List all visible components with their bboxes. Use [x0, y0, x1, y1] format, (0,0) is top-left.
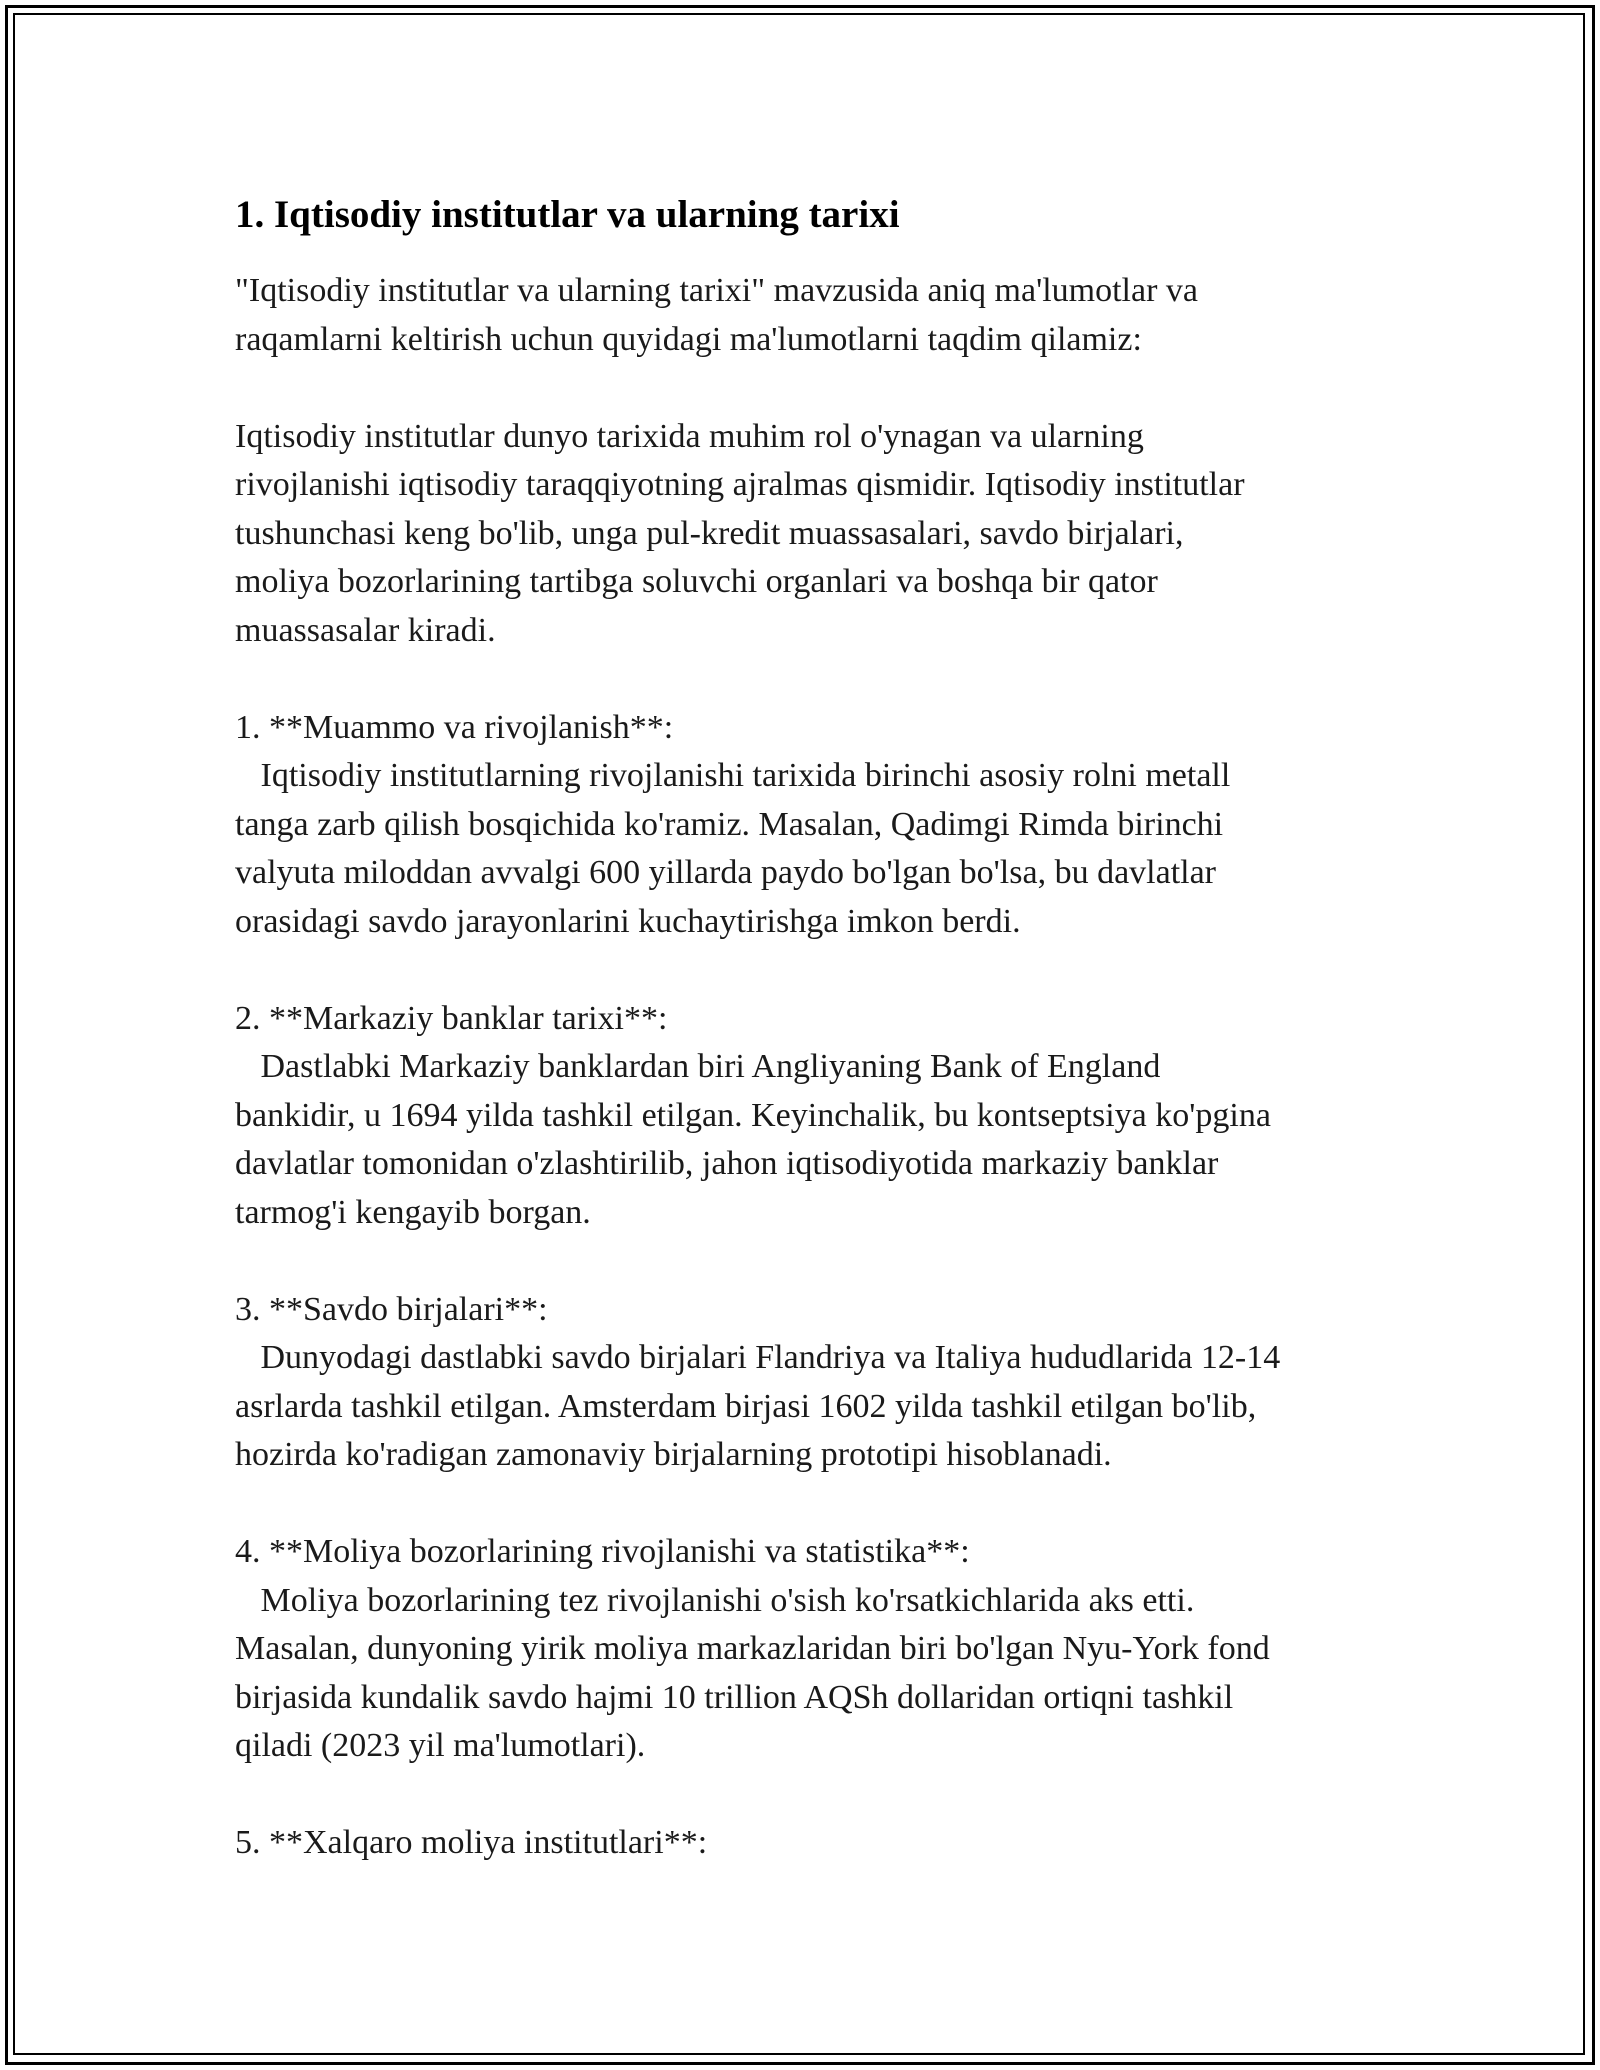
section-1-heading: 1. **Muammo va rivojlanish**:: [235, 708, 674, 746]
overview-paragraph: Iqtisodiy institutlar dunyo tarixida muhim rol o'ynagan va ularning rivojlanishi iqtisodiy taraqqiyotning ajralmas qismidir. Iqtisodiy institutlar tushunchasi keng bo'lib, unga pul-kredit muassasalari, savdo birjalari, moliya bozorlarining tartibga soluvchi organlari va boshqa bir qator muassasalar kiradi.: [235, 417, 1245, 649]
document-title: 1. Iqtisodiy institutlar va ularning tarixi: [235, 193, 900, 236]
document-page: [235, 185, 1375, 1868]
intro-paragraph: "Iqtisodiy institutlar va ularning tarixi" mavzusida aniq ma'lumotlar va raqamlarni keltirish uchun quyidagi ma'lumotlarni taqdim qilamiz:: [235, 272, 1199, 358]
section-4-body: Moliya bozorlarining tez rivojlanishi o'sish ko'rsatkichlarida aks etti. Masalan, dunyoning yirik moliya markazlaridan biri bo'lgan Nyu-York fond birjasida kundalik savdo hajmi 10 trillion AQSh dollaridan ortiqni tashkil qiladi (2023 yil ma'lumotlari).: [235, 1581, 1270, 1764]
paragraph-spacer: [235, 1771, 1375, 1820]
section-3-heading: 3. **Savdo birjalari**:: [235, 1290, 548, 1328]
section-1-body: Iqtisodiy institutlarning rivojlanishi tarixida birinchi asosiy rolni metall tanga zarb qilish bosqichida ko'ramiz. Masalan, Qadimgi Rimda birinchi valyuta miloddan avvalgi 600 yillarda paydo bo'lgan bo'lsa, bu davlatlar orasidagi savdo jarayonlarini kuchaytirishga imkon berdi.: [235, 757, 1231, 940]
section-5-heading: 5. **Xalqaro moliya institutlari**:: [235, 1824, 708, 1861]
paragraph-spacer: [235, 1480, 1375, 1529]
paragraph-spacer: [235, 1237, 1375, 1286]
paragraph-spacer: [235, 946, 1375, 995]
section-4-heading: 4. **Moliya bozorlarining rivojlanishi va statistika**:: [235, 1533, 970, 1570]
paragraph-spacer: [235, 364, 1375, 413]
section-2-heading: 2. **Markaziy banklar tarixi**:: [235, 999, 668, 1037]
section-3-body: Dunyodagi dastlabki savdo birjalari Flandriya va Italiya hududlarida 12-14 asrlarda tashkil etilgan. Amsterdam birjasi 1602 yilda tashkil etilgan bo'lib, hozirda ko'radigan zamonaviy birjalarning prototipi hisoblanadi.: [235, 1339, 1281, 1473]
section-2-body: Dastlabki Markaziy banklardan biri Angliyaning Bank of England bankidir, u 1694 yilda tashkil etilgan. Keyinchalik, bu kontseptsiya ko'pgina davlatlar tomonidan o'zlashtirilib, jahon iqtisodiyotida markaziy banklar tarmog'i kengayib borgan.: [235, 1048, 1271, 1231]
paragraph-spacer: [235, 655, 1375, 704]
